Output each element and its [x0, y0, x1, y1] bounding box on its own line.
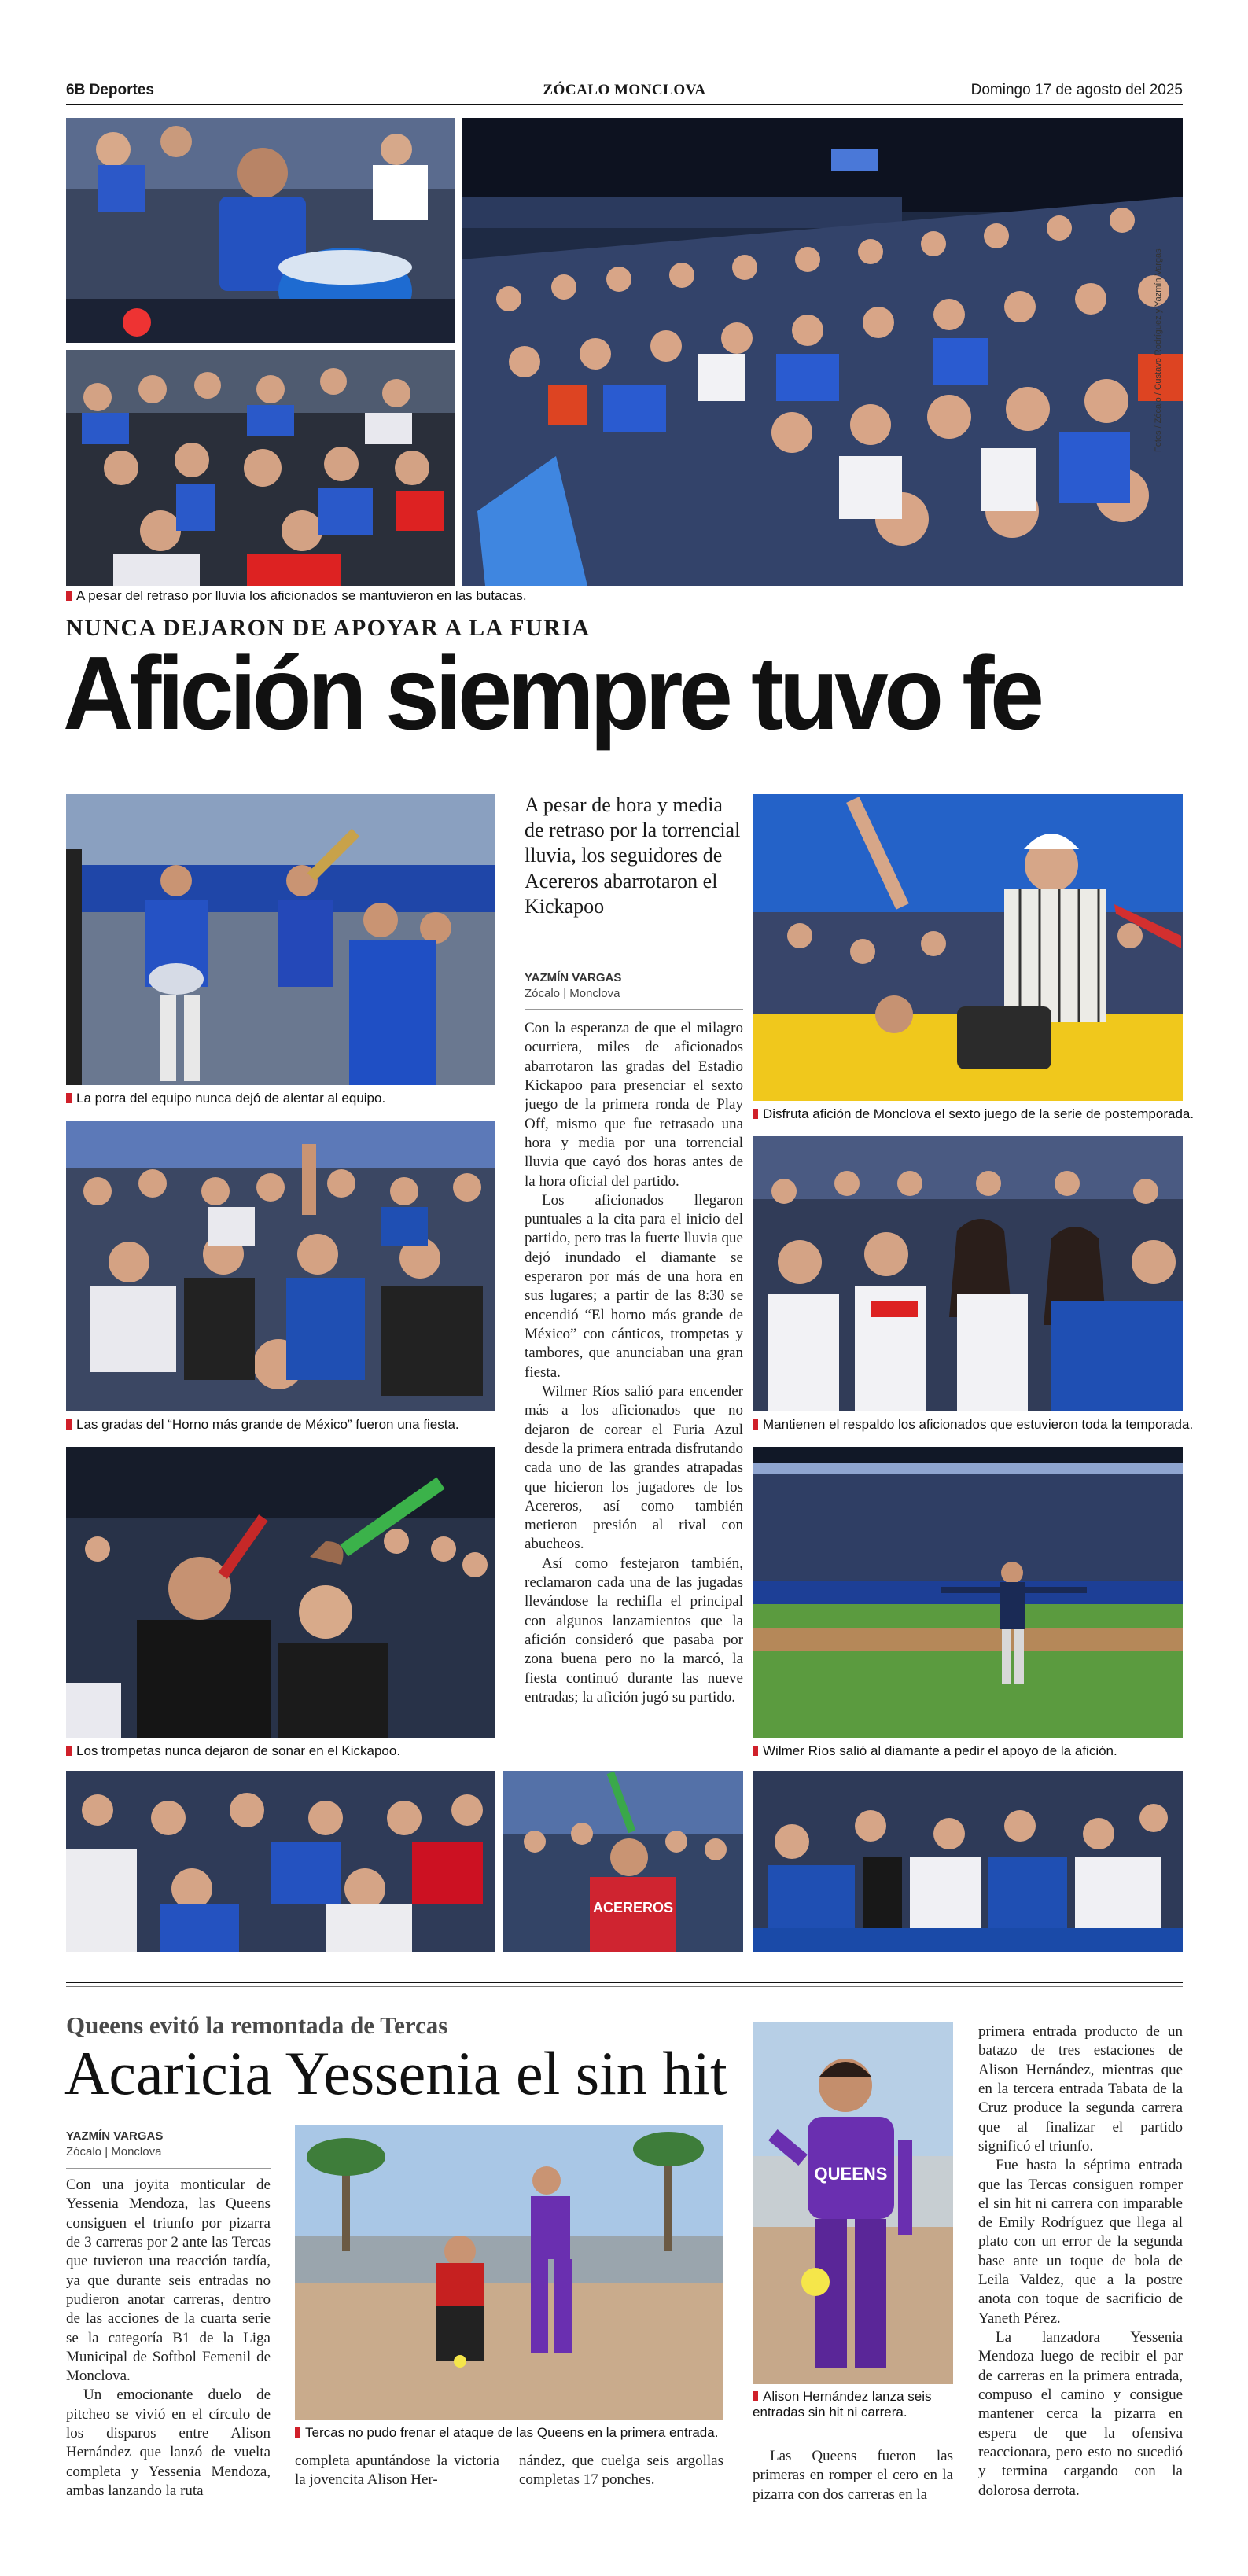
story2-col1: [66, 2176, 271, 2518]
photo-gradas: [66, 1121, 495, 1411]
story2-byline: [66, 2129, 271, 2161]
caption-trompetas-text: Los trompetas nunca dejaron de sonar en el Kickapoo.: [76, 1743, 401, 1758]
photo-mantienen: [753, 1136, 1183, 1411]
photo-credit: Fotos / Zócalo / Gustavo Rodríguez y Yazmín Vargas: [1154, 248, 1163, 452]
section-divider-thin: [66, 1986, 1183, 1987]
caption-marker: [753, 1746, 758, 1756]
story2-paragraph: Fue hasta la séptima entrada que las Tercas consiguen romper el sin hit ni carrera con imparable de Emily Rodríguez que llega al plato con un error de la segunda base ante un toque de bola de Leila Valdez, que a la postre anota con toque de sacrificio de Yaneth Pérez.: [978, 2157, 1183, 2327]
story1-paragraph: Los aficionados llegaron puntuales a la cita para el inicio del partido, pero tras la fuerte lluvia que dejó inundado el diamante se esperaron por más de una hora en sus lugares; a partir de las 8:30 se encendió “El horno más grande de México” con cánticos, trompetas y tambores, que anunciaban una gran fiesta.: [525, 1191, 743, 1381]
story2-paragraph: Con una joyita monticular de Yessenia Mendoza, las Queens consiguen el triunfo por pizarra de 3 carreras por 2 ante las Tercas que tuvieron una reacción tardía, ya que durante seis entradas no pudieron anotar carreras, dentro de las acciones de la cuarta serie se la categoría B1 de la Liga Municipal de Softbol Femenil de Monclova.: [66, 2177, 271, 2385]
story1-kicker: NUNCA DEJARON DE APOYAR A LA FURIA: [66, 615, 591, 641]
shirt-text: ACEREROS: [592, 1900, 674, 1915]
section-divider: [66, 1982, 1183, 1983]
story1-deck: A pesar de hora y media de retraso por la torrencial lluvia, los seguidores de Acereros abarrotaron el Kickapoo: [525, 793, 741, 918]
caption-alison-text: Alison Hernández lanza seis entradas sin hit ni carrera.: [753, 2389, 932, 2420]
story1-paragraph: Con la esperanza de que el milagro ocurriera, miles de aficionados abarrotaron las gradas del Estadio Kickapoo para presenciar el sexto juego de la primera ronda de Play Off, mismo que fue retrasado una hora y media por una torrencial lluvia que cayó dos horas antes de la hora oficial del partido.: [525, 1020, 743, 1190]
story2-paragraph: primera entrada producto de un batazo de tres estaciones de Alison Hernández, mientras que en la tercera entrada Tabata de la Cruz produce la segunda carrera que al finalizar el partido significó el triunfo.: [978, 2023, 1183, 2155]
photo-alison: [753, 2022, 953, 2384]
story2-headline: Acaricia Yessenia el sin hit: [64, 2039, 727, 2107]
caption-marker: [66, 591, 72, 601]
caption-alison: [753, 2389, 953, 2421]
story2-kicker: Queens evitó la remontada de Tercas: [66, 2011, 448, 2039]
story2-col5: [978, 2022, 1183, 2541]
photo-strip-right: [753, 1771, 1183, 1952]
caption-trompetas: [66, 1743, 400, 1759]
photo-disfruta: [753, 794, 1183, 1101]
issue-date: Domingo 17 de agosto del 2025: [970, 82, 1183, 98]
byline-rule: [525, 1009, 743, 1010]
story2-paragraph: Las Queens fueron las primeras en romper el cero en la pizarra con dos carreras en la: [753, 2448, 953, 2503]
story2-col3: [519, 2452, 723, 2490]
caption-marker: [295, 2427, 300, 2438]
photo-fans-left: [66, 350, 455, 586]
caption-tercas: [295, 2425, 718, 2441]
caption-marker: [66, 1093, 72, 1103]
photo-porra: [66, 794, 495, 1085]
jersey-text: QUEENS: [814, 2164, 888, 2184]
byline-rule: [66, 2168, 271, 2169]
story1-body: [525, 1019, 743, 1750]
caption-disfruta-text: Disfruta afición de Monclova el sexto juego de la serie de postemporada.: [763, 1106, 1195, 1121]
photo-wilmer: [753, 1447, 1183, 1738]
caption-marker: [753, 1109, 758, 1119]
caption-wilmer-text: Wilmer Ríos salió al diamante a pedir el apoyo de la afición.: [763, 1743, 1117, 1758]
byline-place: Zócalo | Monclova: [66, 2145, 162, 2159]
top-caption-text: A pesar del retraso por lluvia los aficionados se mantuvieron en las butacas.: [76, 588, 527, 603]
caption-marker: [66, 1746, 72, 1756]
top-caption: [66, 588, 527, 604]
byline-place: Zócalo | Monclova: [525, 987, 620, 1001]
story1-byline: [525, 970, 743, 1003]
caption-tercas-text: Tercas no pudo frenar el ataque de las Queens en la primera entrada.: [305, 2425, 719, 2440]
story2-paragraph: nández, que cuelga seis argollas completas 17 ponches.: [519, 2453, 723, 2489]
folio-bar: [66, 79, 1183, 105]
paper-name: ZÓCALO MONCLOVA: [543, 82, 706, 98]
story1-headline: Afición siempre tuvo fe: [63, 635, 1040, 751]
story2-col4: [753, 2447, 953, 2504]
photo-drummer: [66, 118, 455, 343]
byline-name: YAZMÍN VARGAS: [525, 971, 622, 984]
caption-mantienen-text: Mantienen el respaldo los aficionados que estuvieron toda la temporada.: [763, 1417, 1194, 1432]
caption-porra-text: La porra del equipo nunca dejó de alentar al equipo.: [76, 1091, 386, 1106]
caption-porra: [66, 1091, 385, 1106]
caption-disfruta: [753, 1106, 1194, 1122]
story2-paragraph: Un emocionante duelo de pitcheo se vivió en el círculo de los disparos entre Alison Hernández que lanzó de vuelta completa y Yessenia Mendoza, ambas lanzando la ruta: [66, 2386, 271, 2499]
story1-paragraph: Wilmer Ríos salió para encender más a los aficionados que no dejaron de corear el Furia Azul desde la primera entrada disfrutando cada uno de las grandes atrapadas que hicieron los jugadores de los Acereros, así como también metieron presión al rival con abucheos.: [525, 1382, 743, 1553]
caption-marker: [66, 1419, 72, 1430]
story2-paragraph: completa apuntándose la victoria la jovencita Alison Her-: [295, 2453, 499, 2489]
caption-marker: [753, 2391, 758, 2401]
caption-mantienen: [753, 1417, 1193, 1433]
section-label: 6B Deportes: [66, 82, 154, 98]
caption-marker: [753, 1419, 758, 1430]
story2-paragraph: La lanzadora Yessenia Mendoza luego de recibir el par de carreras en la primera entrada, compuso el camino y consigue mantener cerca la pizarra en espera de que la ofensiva reaccionara, pero esto no sucedió y termina cargando con la dolorosa derrota.: [978, 2329, 1183, 2499]
photo-strip-left: [66, 1771, 495, 1952]
photo-trompetas: [66, 1447, 495, 1738]
caption-gradas-text: Las gradas del “Horno más grande de México” fueron una fiesta.: [76, 1417, 459, 1432]
photo-strip-center: [503, 1771, 743, 1952]
byline-name: YAZMÍN VARGAS: [66, 2129, 164, 2143]
photo-tercas: [295, 2125, 723, 2420]
story2-col2: [295, 2452, 499, 2490]
caption-wilmer: [753, 1743, 1117, 1759]
story1-paragraph: Así como festejaron también, reclamaron cada una de las jugadas llevándose la rechifla el principal con algunos lanzamientos que la afición consideró que pasaba por zona buena pero no la marcó, la fiesta continuó durante las nueve entradas; la afición jugó su partido.: [525, 1555, 743, 1706]
caption-gradas: [66, 1417, 459, 1433]
photo-stadium-crowd: [462, 118, 1183, 586]
